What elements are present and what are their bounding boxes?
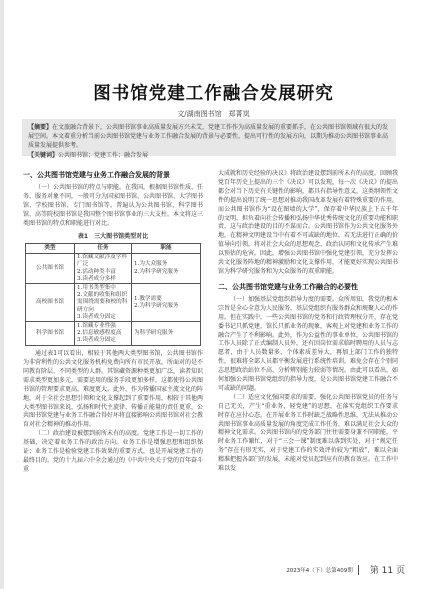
task-item: 2.信息敏感程度高 bbox=[77, 330, 122, 337]
table-cell-tasks bbox=[75, 284, 132, 322]
task-item: 2.文献的收集和组织需围绕需要和校的科研方向 bbox=[77, 292, 128, 313]
table-row bbox=[26, 253, 201, 284]
function-item: 2.为科学研究服务 bbox=[134, 268, 179, 275]
paragraph: （一）公共图书馆的特点与职能。在我国，根据图书馆性质、任务、服务对象不同，一般可分为国家图书馆、公共图书馆、大学图书馆、学校图书馆、专门图书馆等。普遍认为公共图书馆、科学图书馆、高等院校图书馆是我国整个图书馆事业的三大支柱。本文将这三类图书馆的特点和职能进行对比。 bbox=[23, 184, 204, 227]
table-cell-function bbox=[132, 322, 201, 346]
table-header-cell: 职能 bbox=[132, 244, 201, 253]
table-header-cell: 任务 bbox=[75, 244, 132, 253]
table-cell-type: 科学图书馆 bbox=[26, 322, 75, 346]
table-cell-tasks bbox=[75, 253, 132, 284]
abstract-label: 【摘要】 bbox=[28, 124, 53, 131]
function-item: 1.为大众服务 bbox=[134, 261, 168, 268]
task-item: 1.馆藏文献涉及学科广泛 bbox=[77, 254, 128, 268]
task-item: 1.用书类型集中 bbox=[77, 284, 116, 291]
page-footer bbox=[286, 563, 405, 576]
task-item: 3.读者成分多样 bbox=[77, 275, 116, 282]
comparison-table bbox=[25, 243, 201, 346]
abstract-box bbox=[22, 119, 396, 159]
left-column bbox=[23, 170, 203, 475]
function-item: 为科学研究服务 bbox=[134, 330, 174, 337]
table-cell-function bbox=[132, 284, 201, 322]
table-header-row bbox=[26, 244, 201, 253]
keywords-label: 【关键词】 bbox=[28, 151, 59, 159]
paragraph: （一）加强基层党组织指导力度的需要。众所周知，我党的根本宗旨是全心全意为人民服务，基层党组织有服务群众和规聚人心的作用。但在实践中，一些公共图书馆的党务和行政管理权分开，存在党委书记只抓党建，馆长只抓业务的现象，客观上对党建和业务工作的融合产生了不利影响。此外，作为公益性的事业单位，公共图书馆的工作人员除了正式编制人员外，还有因岗位需求临时聘用的人员与志愿者，由于人员数量多、个体素质差异大，再加上部门工作的独特性，很难将全部人员都平衡发展进行系统性培训，难免会存在个别同志思想政治站位不高、分析辨别能力较弱等情况。由此可以看出，如何加强公共图书馆党组织的指导力度，是公共图书馆党建工作融合不可或缺的问题。 bbox=[218, 295, 399, 392]
paragraph: 通过表1可以看出，相较于其他两大类型图书馆，公共图书馆作为非营利性的公共文化服务机构免费向所有市民开放，所面对的是不同教育阶层、不同类型的人群。其馆藏资源种类更加广泛，读者知识需求类型更加多元，需要运用的服务手段更加多样，这都使得公共图书馆的管理要求更高，难度更大。此外，作为传播国家主流文化的阵地，对于全社会思想引领和文化支撑起到了重要作用，相较于其他两大类型图书馆来说，弘扬和时代主旋律、传播正能量的责任更重，公共图书馆党建与业务工作融合得好坏将直接影响公共图书馆对社会教育对社会精神的推动作用。 bbox=[23, 350, 204, 429]
section-heading-1: 一、公共图书馆党建与业务工作融合发展的背景 bbox=[23, 171, 170, 179]
paragraph: （二）适应文化强国要求的需要。强化公共图书馆党员的任务与自己无关，产生“重业务，轻党建”的思想，在落实党组织工作要求时存在应付心态。在开展业务工作时缺乏战略性思维，无法从推动公共图书馆事业高质量发展的角度完成工作任务，难以满足社会大众的精神文化需求。公共图书馆内的党务部门往往需要身兼不同职能，平时业务工作繁忙，对于“三会一课”制度难以落到实处，对于“规定任务”存在有形无实，对于党建工作的实效评价较为“粗放”，难以全面精准把握各部门的发展，未能对党员起到应有的教育效应。在工作中难以发 bbox=[218, 393, 399, 473]
abstract-body: 在文旅融合背景下，公共图书馆事业高质量发展方兴未艾，党建工作作为高质量发展的重要抓手，在公共图书馆领域有很大的发展空间。本文着重分析当前公共图书馆党建与业务工作融合发展的背景与必要性，提出可行性的发展方向，以期为推动公共图书馆事业高质量发展提供参考。 bbox=[28, 124, 389, 150]
table-row bbox=[26, 284, 201, 322]
table-cell-type: 公共图书馆 bbox=[26, 253, 75, 284]
table-cell-tasks bbox=[75, 322, 132, 346]
task-item: 1.馆藏专业性强 bbox=[77, 322, 116, 329]
function-item: 2.为科学研究服务 bbox=[134, 302, 179, 309]
right-column bbox=[218, 170, 398, 474]
table-caption: 表1 三大图书馆类型对比 bbox=[77, 232, 149, 240]
section-heading-2: 二、公共图书馆党建与业务工作融合的必要性 bbox=[218, 282, 358, 291]
paragraph: （二）政治建设被摆到前所未有的高度。党建工作是一切工作的基础，决定着业务工作的政治方向。业务工作是增强思想和组织保证；业务工作是检验党建工作效果的重要方式，也是开展党建工作的最终目的。党的十九届六中全会通过的《中共中央关于党的百年奋斗重 bbox=[23, 430, 204, 473]
abstract-text bbox=[28, 123, 390, 151]
table-cell-function bbox=[132, 253, 201, 284]
table-cell-type: 高校图书馆 bbox=[26, 284, 75, 322]
article-title: 图书馆党建工作融合发展研究 bbox=[93, 84, 334, 104]
task-item: 3.读者成分固定 bbox=[77, 337, 116, 344]
task-item: 3.读者成分固定 bbox=[77, 313, 116, 320]
table-header-cell: 类型 bbox=[26, 244, 75, 253]
comparison-table-block bbox=[23, 233, 203, 347]
author-line: 文/湖南图书馆 郑菁岚 bbox=[177, 110, 250, 118]
keywords-line bbox=[28, 151, 390, 160]
paragraph: 大成就和历史经验的决议》将政治建设摆到前所未有的高度。回顾我党百年历史上提出的三个《决议》可以发现，每一次《决议》的提出都会对当下历史有关键性的影响，都具有指导性意义，这类纲领性文件的提出说明了统一思想对推动我国改革发展有着特殊重要的作用。而公共图书馆作为“设在图墙的大学”，保存着中华民族上下五千年的文明，担负着向社会传播和弘扬中华优秀传统文化的重要功能和职责，这与政治建设的目的不谋而合。公共图书馆作为公共文化服务外地，在精神文明建设当中有着不可或缺的地位，若无法进行正确的价值导向引领，将对社会大众的思想观念、政治认同和文化传承产生难以预估的危害。因此，增强公共图书馆中强化党建引领，充分发挥公共文化服务阵地的精神激励和文化支撑作用，才能更好实现公共图书馆为科学研究服务和为大众服务的双重职能。 bbox=[218, 170, 399, 275]
task-item: 2.活动种类丰富 bbox=[77, 268, 116, 275]
issue-info: 2023年4（下）总第409期 bbox=[286, 567, 353, 574]
keywords-text: 公共图书馆；党建工作；融合发展 bbox=[58, 151, 149, 159]
function-item: 1.教学需要 bbox=[134, 295, 162, 302]
table-row bbox=[26, 322, 201, 346]
footer-divider bbox=[358, 565, 359, 575]
page-number: 第 11 页 bbox=[369, 566, 405, 576]
